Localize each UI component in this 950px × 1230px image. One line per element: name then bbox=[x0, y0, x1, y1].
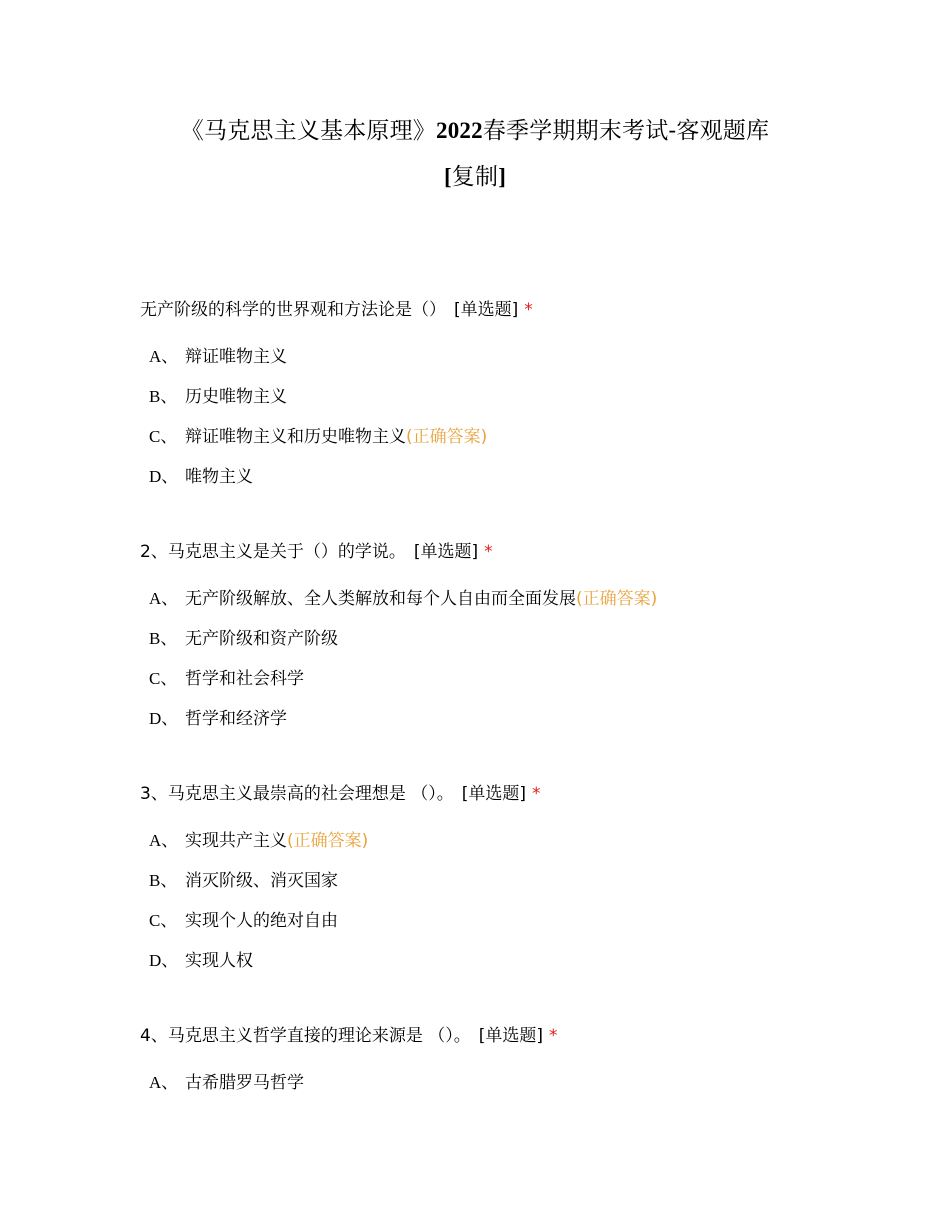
option-item bbox=[149, 664, 304, 689]
required-asterisk: * bbox=[524, 300, 533, 320]
title-copy-label: 复制 bbox=[451, 164, 499, 190]
title-bracket-close: ] bbox=[498, 164, 507, 189]
option-letter: A、 bbox=[149, 347, 179, 366]
title-line-2 bbox=[100, 154, 850, 200]
question-type-label: [单选题] bbox=[413, 542, 479, 562]
question-text: 4、马克思主义哲学直接的理论来源是 （）。 bbox=[140, 1026, 471, 1046]
option-text: 古希腊罗马哲学 bbox=[185, 1073, 304, 1093]
option-letter: D、 bbox=[149, 951, 179, 970]
option-text: 哲学和经济学 bbox=[185, 709, 287, 729]
question-type-label: [单选题] bbox=[454, 300, 519, 320]
required-asterisk: * bbox=[532, 784, 541, 804]
option-item bbox=[149, 342, 287, 367]
option-item bbox=[149, 624, 338, 649]
option-letter: C、 bbox=[149, 911, 178, 930]
option-text: 实现共产主义 bbox=[185, 831, 287, 851]
option-text: 辩证唯物主义和历史唯物主义 bbox=[185, 427, 406, 447]
option-letter: A、 bbox=[149, 1073, 179, 1092]
required-asterisk: * bbox=[549, 1026, 558, 1046]
option-letter: B、 bbox=[149, 871, 178, 890]
title-year: 2022 bbox=[436, 118, 483, 143]
option-text: 实现个人的绝对自由 bbox=[185, 911, 338, 931]
title-line-1 bbox=[100, 108, 850, 154]
option-letter: C、 bbox=[149, 669, 178, 688]
required-asterisk: * bbox=[484, 542, 493, 562]
option-letter: D、 bbox=[149, 467, 179, 486]
question-2 bbox=[140, 537, 493, 562]
question-text: 2、马克思主义是关于（）的学说。 bbox=[140, 542, 406, 562]
option-text: 哲学和社会科学 bbox=[185, 669, 304, 689]
question-3 bbox=[140, 779, 541, 804]
question-text: 无产阶级的科学的世界观和方法论是（） bbox=[140, 300, 446, 320]
option-text: 消灭阶级、消灭国家 bbox=[185, 871, 338, 891]
option-text: 无产阶级和资产阶级 bbox=[185, 629, 338, 649]
option-item bbox=[149, 422, 487, 447]
option-text: 历史唯物主义 bbox=[185, 387, 287, 407]
option-text: 唯物主义 bbox=[185, 467, 253, 487]
option-text: 无产阶级解放、全人类解放和每个人自由而全面发展 bbox=[185, 589, 576, 609]
option-item bbox=[149, 704, 287, 729]
correct-answer-label: (正确答案) bbox=[576, 589, 658, 609]
option-item bbox=[149, 462, 253, 487]
option-text: 实现人权 bbox=[185, 951, 253, 971]
question-4 bbox=[140, 1021, 558, 1046]
option-letter: C、 bbox=[149, 427, 178, 446]
option-item bbox=[149, 382, 287, 407]
question-text: 3、马克思主义最崇高的社会理想是 （）。 bbox=[140, 784, 454, 804]
option-letter: B、 bbox=[149, 629, 178, 648]
option-item bbox=[149, 946, 253, 971]
option-item bbox=[149, 906, 338, 931]
question-1 bbox=[140, 295, 533, 320]
question-type-label: [单选题] bbox=[478, 1026, 543, 1046]
question-type-label: [单选题] bbox=[461, 784, 526, 804]
option-item bbox=[149, 584, 657, 609]
option-item bbox=[149, 826, 368, 851]
option-item bbox=[149, 866, 338, 891]
correct-answer-label: (正确答案) bbox=[287, 831, 369, 851]
title-suffix: 春季学期期末考试-客观题库 bbox=[482, 118, 770, 144]
title-prefix: 《马克思主义基本原理》 bbox=[180, 118, 436, 144]
option-letter: A、 bbox=[149, 589, 179, 608]
correct-answer-label: (正确答案) bbox=[406, 427, 488, 447]
document-title bbox=[100, 108, 850, 200]
title-bracket-open: [ bbox=[443, 164, 452, 189]
option-text: 辩证唯物主义 bbox=[185, 347, 287, 367]
option-letter: D、 bbox=[149, 709, 179, 728]
option-item bbox=[149, 1068, 304, 1093]
option-letter: B、 bbox=[149, 387, 178, 406]
option-letter: A、 bbox=[149, 831, 179, 850]
